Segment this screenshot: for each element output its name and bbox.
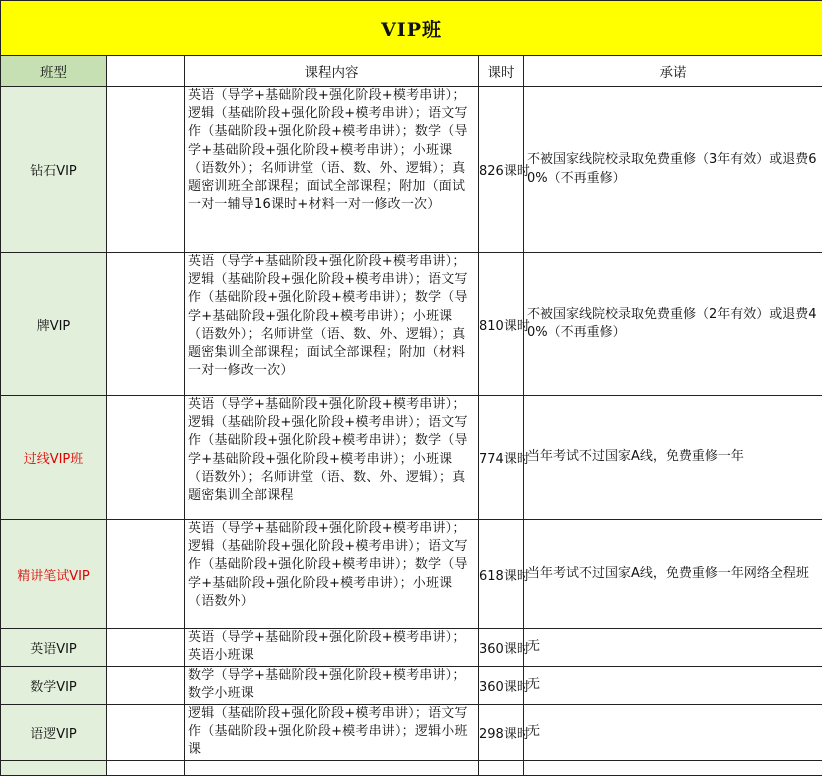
blank-cell	[107, 667, 185, 705]
course-hours: 826课时	[479, 87, 524, 253]
promise-text: 当年考试不过国家A线，免费重修一年网络全程班	[524, 520, 822, 629]
course-hours: 810课时	[479, 253, 524, 396]
course-hours: 298课时	[479, 705, 524, 761]
header-hours: 课时	[479, 56, 524, 87]
course-hours: 360课时	[479, 667, 524, 705]
course-content	[185, 667, 479, 705]
course-content-text: 数学（导学+基础阶段+强化阶段+模考串讲）；数学小班课	[188, 667, 476, 704]
course-content-text: 英语（导学+基础阶段+强化阶段+模考串讲）；逻辑（基础阶段+强化阶段+模考串讲）；语文写作（基础阶段+强化阶段+模考串讲）；数学（导学+基础阶段+强化阶段+模考串讲）；小班课（语数外）	[188, 520, 476, 628]
empty-row	[1, 761, 822, 776]
promise-text: 无	[524, 629, 822, 667]
promise-text: 当年考试不过国家A线，免费重修一年	[524, 396, 822, 520]
promise-text: 不被国家线院校录取免费重修（3年有效）或退费60%（不再重修）	[524, 87, 822, 253]
table-row	[1, 396, 822, 520]
blank-cell	[107, 520, 185, 629]
table-row	[1, 520, 822, 629]
course-content-text: 英语（导学+基础阶段+强化阶段+模考串讲）；逻辑（基础阶段+强化阶段+模考串讲）；语文写作（基础阶段+强化阶段+模考串讲）；数学（导学+基础阶段+强化阶段+模考串讲）；小班课（语数外）；名师讲堂（语、数、外、逻辑）；真题密集训全部课程	[188, 396, 476, 519]
blank-cell	[107, 253, 185, 396]
title-row	[1, 1, 822, 56]
header-promise: 承诺	[524, 56, 822, 87]
promise-text: 无	[524, 705, 822, 761]
class-name: 数学VIP	[1, 667, 107, 705]
course-content-text: 逻辑（基础阶段+强化阶段+模考串讲）；语文写作（基础阶段+强化阶段+模考串讲）；逻辑小班课	[188, 705, 476, 760]
course-content	[185, 705, 479, 761]
class-name: 精讲笔试VIP	[1, 520, 107, 629]
table-row	[1, 253, 822, 396]
empty-cell	[1, 761, 107, 776]
table-row	[1, 667, 822, 705]
course-hours: 618课时	[479, 520, 524, 629]
course-content	[185, 253, 479, 396]
course-content	[185, 520, 479, 629]
course-content	[185, 87, 479, 253]
table-row	[1, 629, 822, 667]
empty-cell	[524, 761, 822, 776]
class-name: 钻石VIP	[1, 87, 107, 253]
promise-text: 不被国家线院校录取免费重修（2年有效）或退费40%（不再重修）	[524, 253, 822, 396]
course-hours: 774课时	[479, 396, 524, 520]
blank-cell	[107, 629, 185, 667]
blank-cell	[107, 396, 185, 520]
course-hours: 360课时	[479, 629, 524, 667]
blank-cell	[107, 705, 185, 761]
promise-text: 无	[524, 667, 822, 705]
class-name: 过线VIP班	[1, 396, 107, 520]
class-name: 语逻VIP	[1, 705, 107, 761]
table-row	[1, 87, 822, 253]
blank-cell	[107, 87, 185, 253]
empty-cell	[185, 761, 479, 776]
class-name: 牌VIP	[1, 253, 107, 396]
course-content-text: 英语（导学+基础阶段+强化阶段+模考串讲）；英语小班课	[188, 629, 476, 666]
empty-cell	[479, 761, 524, 776]
class-name: 英语VIP	[1, 629, 107, 667]
table-title: VIP班	[1, 1, 822, 56]
empty-cell	[107, 761, 185, 776]
header-blank	[107, 56, 185, 87]
course-content-text: 英语（导学+基础阶段+强化阶段+模考串讲）；逻辑（基础阶段+强化阶段+模考串讲）；语文写作（基础阶段+强化阶段+模考串讲）；数学（导学+基础阶段+强化阶段+模考串讲）；小班课（语数外）；名师讲堂（语、数、外、逻辑）；真题密集训全部课程；面试全部课程；附加（材料一对一修改一次）	[188, 253, 476, 395]
course-content	[185, 629, 479, 667]
table-row	[1, 705, 822, 761]
header-class-type: 班型	[1, 56, 107, 87]
course-content	[185, 396, 479, 520]
header-row	[1, 56, 822, 87]
header-content: 课程内容	[185, 56, 479, 87]
course-content-text: 英语（导学+基础阶段+强化阶段+模考串讲）；逻辑（基础阶段+强化阶段+模考串讲）；语文写作（基础阶段+强化阶段+模考串讲）；数学（导学+基础阶段+强化阶段+模考串讲）；小班课（语数外）；名师讲堂（语、数、外、逻辑）；真题密训班全部课程；面试全部课程；附加（面试一对一辅导16课时+材料一对一修改一次）	[188, 87, 476, 252]
